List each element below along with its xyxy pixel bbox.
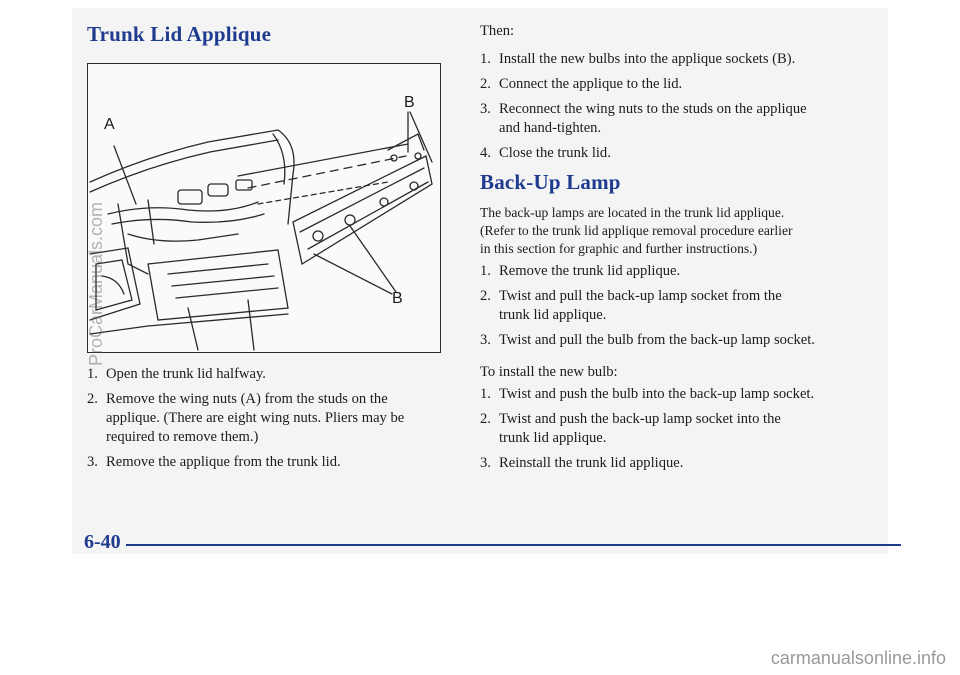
step-text: applique. (There are eight wing nuts. Pliers may be xyxy=(106,410,405,426)
step-number: 1. xyxy=(87,366,98,382)
step-text: Reconnect the wing nuts to the studs on the applique xyxy=(499,101,807,117)
then-label: Then: xyxy=(480,23,515,39)
section-title-back-up-lamp: Back-Up Lamp xyxy=(480,170,621,194)
callout-b-bottom: B xyxy=(392,290,403,307)
step-text: trunk lid applique. xyxy=(499,307,607,323)
step-number: 2. xyxy=(480,288,491,304)
step-text: Twist and push the bulb into the back-up lamp socket. xyxy=(499,386,815,402)
step-text: Reinstall the trunk lid applique. xyxy=(499,455,684,471)
callout-a: A xyxy=(104,116,115,133)
step-number: 4. xyxy=(480,145,491,161)
bottom-watermark: carmanualsonline.info xyxy=(770,648,946,668)
step-number: 3. xyxy=(87,454,98,470)
step-number: 3. xyxy=(480,332,491,348)
step-number: 2. xyxy=(480,76,491,92)
intro-line: The back-up lamps are located in the trunk lid applique. xyxy=(480,205,785,220)
section-title-trunk-lid-applique: Trunk Lid Applique xyxy=(87,22,272,46)
step-text: Twist and pull the back-up lamp socket from the xyxy=(499,288,782,304)
step-number: 2. xyxy=(480,411,491,427)
callout-b-top: B xyxy=(404,94,415,111)
step-text: Remove the applique from the trunk lid. xyxy=(106,454,341,470)
step-text: Close the trunk lid. xyxy=(499,145,611,161)
step-text: Install the new bulbs into the applique sockets (B). xyxy=(499,51,796,67)
step-number: 1. xyxy=(480,51,491,67)
footer-rule xyxy=(126,544,901,546)
step-text: Remove the trunk lid applique. xyxy=(499,263,681,279)
step-number: 1. xyxy=(480,263,491,279)
step-text: and hand-tighten. xyxy=(499,120,602,136)
manual-page xyxy=(72,8,888,554)
step-number: 1. xyxy=(480,386,491,402)
step-text: Twist and push the back-up lamp socket into the xyxy=(499,411,781,427)
trunk-lid-illustration xyxy=(88,64,439,351)
side-watermark: ProCarManuals.com xyxy=(86,201,106,366)
intro-line: (Refer to the trunk lid applique removal procedure earlier xyxy=(480,223,793,238)
step-text: Twist and pull the bulb from the back-up lamp socket. xyxy=(499,332,815,348)
step-number: 2. xyxy=(87,391,98,407)
step-text: Remove the wing nuts (A) from the studs on the xyxy=(106,391,388,407)
step-text: Open the trunk lid halfway. xyxy=(106,366,266,382)
intro-line: in this section for graphic and further instructions.) xyxy=(480,241,758,256)
install-intro: To install the new bulb: xyxy=(480,364,618,380)
page-number: 6-40 xyxy=(84,531,121,553)
applique-figure xyxy=(87,63,441,353)
step-text: trunk lid applique. xyxy=(499,430,607,446)
step-number: 3. xyxy=(480,455,491,471)
step-number: 3. xyxy=(480,101,491,117)
step-text: Connect the applique to the lid. xyxy=(499,76,683,92)
step-text: required to remove them.) xyxy=(106,429,259,445)
